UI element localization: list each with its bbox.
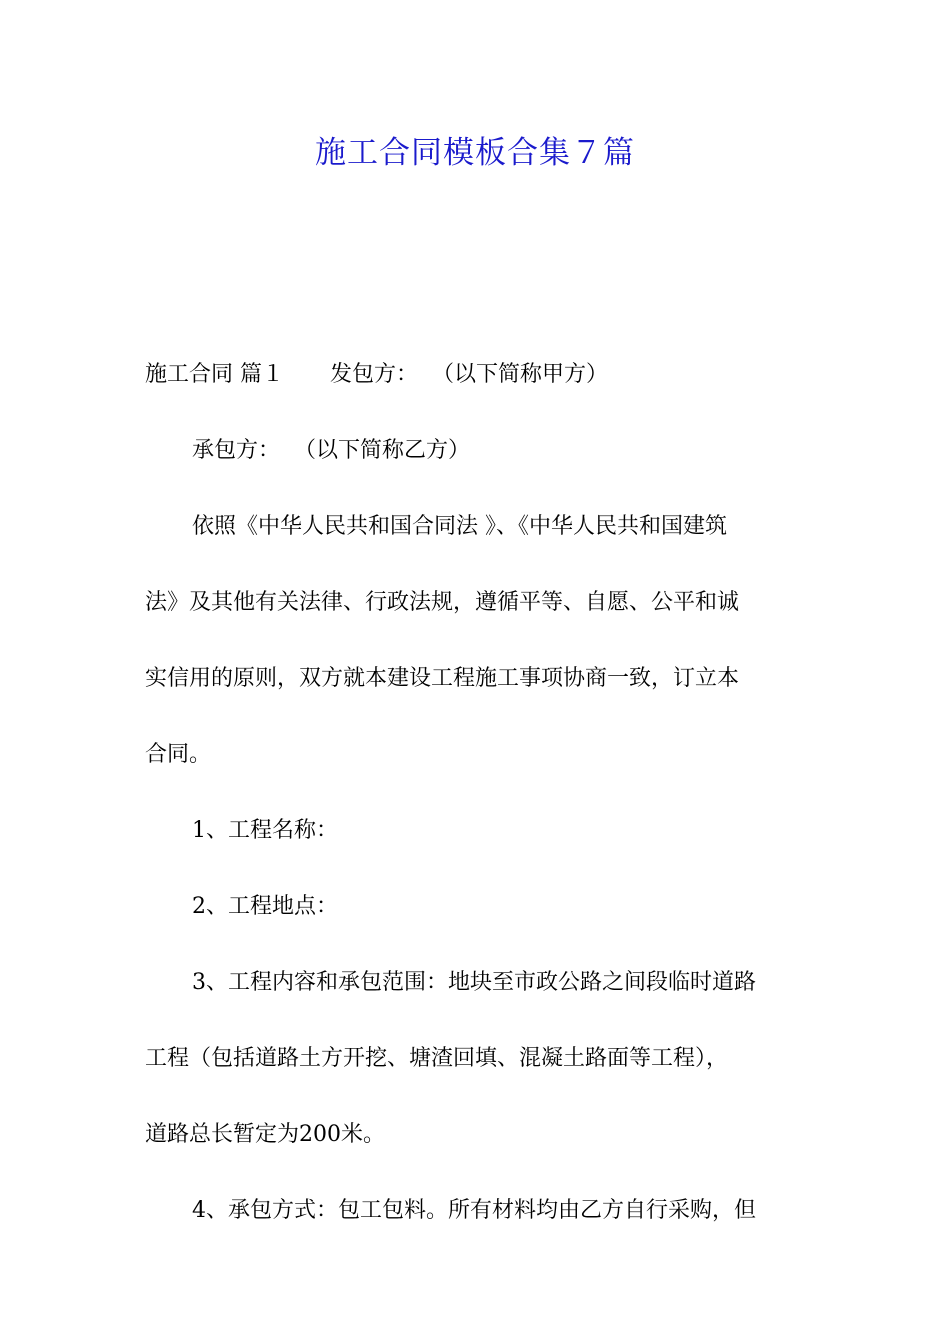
document-body [145, 337, 810, 1249]
paragraph-line: 工程（包括道路土方开挖、塘渣回填、混凝土路面等工程）， [145, 1046, 729, 1071]
paragraph-line: 实信用的原则，双方就本建设工程施工事项协商一致，订立本 [145, 666, 740, 691]
item-contract-method: 4、承包方式：包工包料。所有材料均由乙方自行采购，但 [192, 1198, 756, 1223]
party-b-note: （以下简称乙方） [294, 438, 471, 463]
paragraph-line: 法》及其他有关法律、行政法规，遵循平等、自愿、公平和诚 [145, 590, 740, 615]
party-b-label: 承包方： [192, 438, 281, 463]
paragraph-line: 合同。 [145, 742, 212, 767]
document-title: 施工合同模板合集７篇 [315, 135, 635, 171]
party-b-line [145, 413, 810, 489]
item-project-location: 2、工程地点： [192, 894, 338, 919]
section-header-line [145, 337, 810, 413]
paragraph-line: 道路总长暂定为200米。 [145, 1122, 385, 1147]
party-a-label: 发包方： [330, 362, 419, 387]
party-a-note: （以下简称甲方） [432, 362, 609, 387]
section-label: 施工合同 篇１ [145, 362, 284, 387]
item-project-name: 1、工程名称： [192, 818, 338, 843]
paragraph-line: 依照《中华人民共和国合同法 》、《中华人民共和国建筑 [192, 514, 727, 539]
item-project-scope: 3、工程内容和承包范围：地块至市政公路之间段临时道路 [192, 970, 756, 995]
